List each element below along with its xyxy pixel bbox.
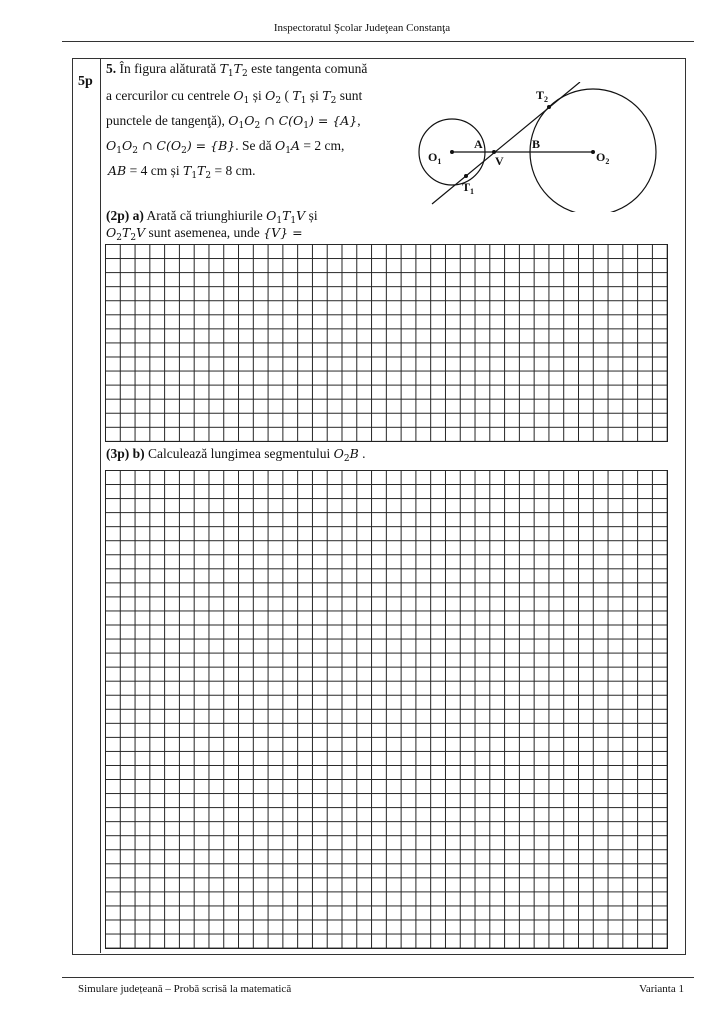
label-t1: $T_1$ [462, 180, 475, 196]
statement-line-3: punctele de tangenţă), $O_1O_2$ ∩ $C(O_1) = \{A\}$, [106, 113, 361, 131]
statement-line-2: a cercurilor cu centrele $O_1$ și $O_2$ ( $T_1$ și $T_2$ sunt [106, 88, 363, 106]
footer-exam-title: Simulare județeană – Probă scrisă la matematică [78, 983, 292, 995]
points-column [72, 58, 101, 953]
footer-rule [62, 977, 694, 978]
point-o2 [591, 150, 595, 154]
question-b-points: (3p) b) [106, 446, 145, 461]
statement-line-4: $O_1O_2$ ∩ $C(O_2) = \{B\}$. Se dă $O_1A = 2$ cm, [106, 138, 345, 156]
problem-number: 5. [106, 61, 117, 76]
label-v: V [495, 154, 504, 168]
label-o1: $O_1$ [428, 150, 442, 166]
label-a: A [474, 137, 483, 151]
question-a-points: (2p) a) [106, 208, 144, 223]
label-t2: $T_2$ [536, 88, 549, 104]
label-o2: $O_2$ [596, 150, 610, 166]
header-rule [62, 41, 694, 42]
statement-line-5: AB = 4 cm și $T_1T_2 = 8$ cm. [108, 163, 256, 181]
question-b: (3p) b) Calculează lungimea segmentului $O_2B$ . [106, 446, 366, 464]
label-b: B [532, 137, 541, 151]
page-header: Inspectoratul Şcolar Judeţean Constanţa [273, 22, 451, 34]
answer-grid-b[interactable] [105, 470, 668, 949]
point-t1 [464, 174, 468, 178]
question-a: (2p) a) Arată că triunghiurile $O_1T_1V$ și $O_2T_2V$ sunt asemenea, unde {V} = [106, 208, 318, 243]
statement-line-1: 5. În figura alăturată $T_1T_2$ este tangenta comună [106, 61, 368, 79]
point-o1 [450, 150, 454, 154]
footer-variant: Varianta 1 [639, 983, 684, 995]
problem-points: 5p [78, 74, 93, 89]
point-t2 [547, 105, 551, 109]
answer-grid-a[interactable] [105, 244, 668, 442]
tangent-line [432, 82, 580, 204]
geometry-figure [412, 82, 672, 212]
